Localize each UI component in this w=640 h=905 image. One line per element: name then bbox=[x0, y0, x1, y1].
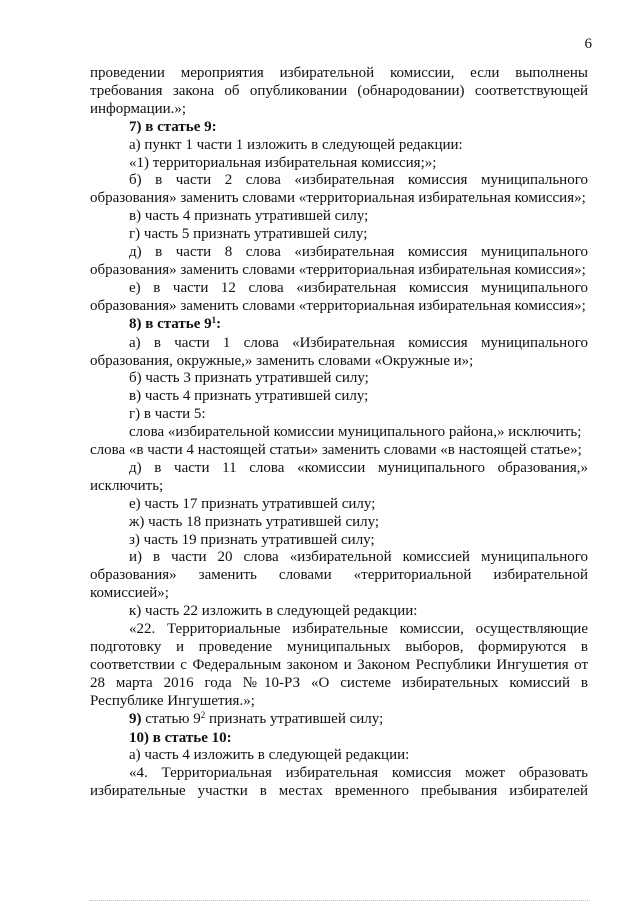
paragraph: е) в части 12 слова «избирательная комиссия муниципального образования» заменить словами «территориальная избирательная комиссия»; bbox=[90, 279, 588, 314]
paragraph: б) часть 3 признать утратившей силу; bbox=[129, 370, 369, 387]
page-number: 6 bbox=[584, 36, 592, 52]
paragraph: а) часть 4 изложить в следующей редакции: bbox=[129, 747, 410, 764]
paragraph: д) в части 8 слова «избирательная комиссия муниципального образования» заменить словами «территориальная избирательная комиссия»; bbox=[90, 244, 588, 278]
paragraph: и) в части 20 слова «избирательной комиссией муниципального образования» заменить словами «территориальной избирательной комиссией»; bbox=[90, 549, 588, 602]
paragraph: 8) в статье $9^1$: bbox=[129, 314, 222, 332]
paragraph-rest: статью $9^2$ признать утратившей силу; bbox=[141, 709, 384, 727]
paragraph: «22. Территориальные избирательные комиссии, осуществляющие подготовку и проведение муниципальных выборов, формируются в соответствии с Федеральным законом и Законом Республики Ингушетия от 28 марта 2016 года №10-РЗ «О системе избирательных комиссий в Республике Ингушетия.»; bbox=[90, 621, 588, 709]
paragraph: а) в части 1 слова «Избирательная комиссия муниципального образования, окружные,» заменить словами «Окружные и»; bbox=[90, 334, 588, 369]
paragraph: г) часть 5 признать утратившей силу; bbox=[129, 226, 368, 243]
paragraph: б) в части 2 слова «избирательная комиссия муниципального образования» заменить словами «территориальная избирательная комиссия»; bbox=[90, 172, 588, 207]
paragraph: а) пункт 1 части 1 изложить в следующей редакции: bbox=[129, 136, 463, 153]
paragraph: 10) в статье 10: bbox=[129, 729, 232, 746]
paragraph: д) в части 11 слова «комиссии муниципального образования,» исключить; bbox=[90, 459, 588, 494]
paragraph: е) часть 17 признать утратившей силу; bbox=[129, 495, 376, 512]
paragraph: 9) статью $9^2$ признать утратившей силу; bbox=[129, 709, 384, 727]
paragraph: г) в части 5: bbox=[129, 406, 206, 423]
paragraph: «4. Территориальная избирательная комиссия может образовать избирательные участки в местах временного пребывания избирателей bbox=[90, 765, 588, 800]
paragraph: з) часть 19 признать утратившей силу; bbox=[129, 531, 375, 548]
paragraph: слова «в части 4 настоящей статьи» заменить словами «в настоящей статье»; bbox=[90, 442, 582, 459]
paragraph: к) часть 22 изложить в следующей редакции: bbox=[129, 603, 418, 620]
paragraph: ж) часть 18 признать утратившей силу; bbox=[129, 513, 380, 530]
paragraph: слова «избирательной комиссии муниципального района,» исключить; bbox=[129, 424, 582, 441]
document-body bbox=[90, 65, 588, 801]
paragraph: «1) территориальная избирательная комиссия;»; bbox=[129, 154, 437, 171]
paragraph: в) часть 4 признать утратившей силу; bbox=[129, 208, 369, 225]
footer-rule bbox=[90, 900, 590, 901]
paragraph: в) часть 4 признать утратившей силу; bbox=[129, 388, 369, 405]
paragraph: проведении мероприятия избирательной комиссии, если выполнены требования закона об опубликовании (обнародовании) соответствующей информации.»; bbox=[90, 65, 588, 117]
paragraph: 7) в статье 9: bbox=[129, 118, 217, 135]
